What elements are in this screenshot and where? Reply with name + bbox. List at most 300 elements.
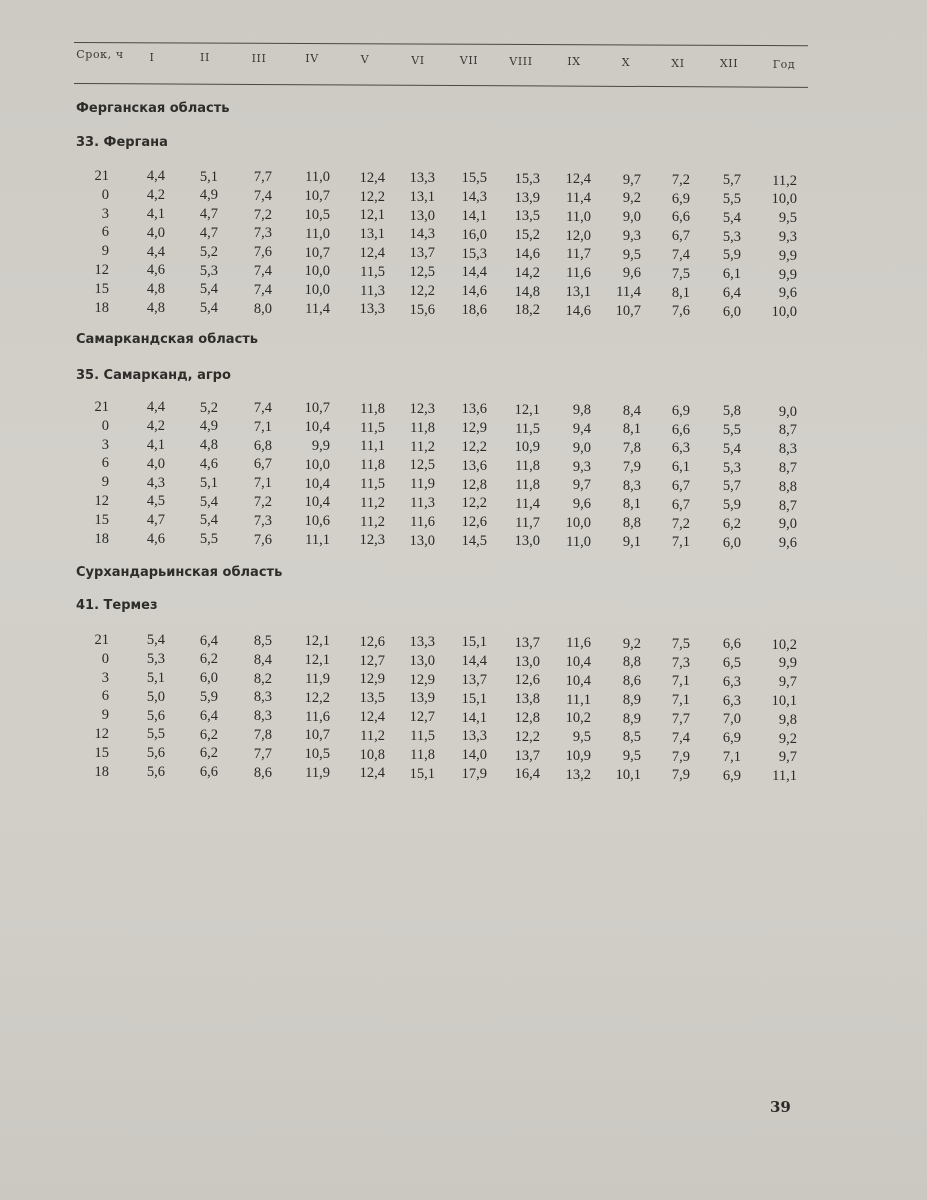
month-cell: 11,8 [410, 419, 435, 436]
year-cell: 9,8 [778, 711, 797, 728]
term-cell: 15 [94, 744, 109, 761]
header-col-13: Год [772, 57, 796, 71]
month-cell: 11,8 [360, 400, 385, 417]
month-cell: 14,5 [461, 533, 487, 550]
month-cell: 12,6 [359, 633, 385, 650]
month-cell: 5,5 [722, 190, 741, 207]
month-cell: 7,2 [253, 494, 272, 511]
station-table [0, 398, 927, 552]
month-cell: 4,9 [199, 418, 218, 435]
month-cell: 5,1 [199, 168, 218, 185]
month-cell: 14,1 [461, 208, 487, 225]
month-cell: 12,5 [409, 264, 435, 281]
month-cell: 14,6 [461, 283, 487, 300]
month-cell: 7,6 [671, 303, 690, 320]
month-cell: 4,4 [146, 399, 165, 416]
month-cell: 12,2 [304, 689, 330, 706]
month-cell: 12,8 [461, 476, 487, 493]
month-cell: 13,6 [461, 457, 487, 474]
month-cell: 13,0 [514, 533, 540, 550]
month-cell: 5,0 [146, 688, 165, 705]
month-cell: 9,2 [622, 635, 641, 652]
month-cell: 13,3 [409, 634, 435, 651]
month-cell: 5,6 [146, 763, 165, 780]
table-row [0, 650, 927, 672]
month-cell: 4,3 [146, 474, 165, 491]
table-row [0, 280, 927, 302]
month-cell: 11,6 [410, 513, 435, 530]
month-cell: 13,0 [514, 653, 540, 670]
month-cell: 9,6 [572, 496, 591, 513]
term-cell: 3 [101, 436, 109, 453]
month-cell: 13,6 [461, 401, 487, 418]
month-cell: 9,8 [572, 402, 591, 419]
month-cell: 12,7 [409, 709, 435, 726]
month-cell: 9,0 [572, 439, 591, 456]
month-cell: 4,6 [146, 530, 165, 547]
month-cell: 10,7 [615, 303, 641, 320]
month-cell: 17,9 [461, 766, 487, 783]
month-cell: 12,3 [409, 401, 435, 418]
month-cell: 6,8 [253, 437, 272, 454]
month-cell: 5,9 [722, 497, 741, 514]
month-cell: 7,9 [671, 748, 690, 765]
month-cell: 8,4 [253, 651, 272, 668]
month-cell: 11,1 [566, 691, 591, 708]
month-cell: 12,4 [359, 169, 385, 186]
month-cell: 9,3 [572, 458, 591, 475]
year-cell: 9,6 [778, 535, 797, 552]
month-cell: 12,6 [514, 672, 540, 689]
month-cell: 7,1 [671, 534, 690, 551]
month-cell: 8,5 [253, 633, 272, 650]
month-cell: 5,7 [722, 172, 741, 189]
month-cell: 5,3 [722, 459, 741, 476]
month-cell: 13,0 [409, 652, 435, 669]
month-cell: 8,1 [622, 421, 641, 438]
month-cell: 11,9 [305, 670, 330, 687]
month-cell: 5,5 [722, 421, 741, 438]
month-cell: 8,2 [253, 670, 272, 687]
header-col-10: X [621, 56, 631, 69]
table-row [0, 167, 927, 189]
month-cell: 15,2 [514, 227, 540, 244]
month-cell: 7,8 [622, 440, 641, 457]
month-cell: 14,6 [565, 302, 591, 319]
station-table [0, 167, 927, 321]
month-cell: 5,8 [722, 403, 741, 420]
term-cell: 18 [94, 763, 109, 780]
month-cell: 7,4 [253, 281, 272, 298]
month-cell: 6,6 [671, 421, 690, 438]
term-cell: 9 [101, 707, 109, 724]
month-cell: 10,0 [304, 263, 330, 280]
header-col-6: VI [411, 53, 425, 67]
month-cell: 5,3 [199, 262, 218, 279]
month-cell: 12,2 [359, 188, 385, 205]
month-cell: 10,2 [565, 710, 591, 727]
month-cell: 5,1 [146, 669, 165, 686]
term-cell: 12 [94, 725, 109, 742]
month-cell: 10,5 [304, 206, 330, 223]
month-cell: 11,7 [515, 514, 540, 531]
month-cell: 12,3 [359, 532, 385, 549]
station-heading: 35. Самарканд, агро [76, 368, 231, 383]
month-cell: 14,2 [514, 264, 540, 281]
month-cell: 14,8 [514, 283, 540, 300]
month-cell: 8,6 [253, 764, 272, 781]
header-term: Срок, ч [76, 48, 124, 61]
table-row [0, 763, 927, 785]
month-cell: 6,6 [722, 636, 741, 653]
table-row [0, 205, 927, 227]
year-cell: 10,1 [771, 692, 797, 709]
month-cell: 4,4 [146, 243, 165, 260]
month-cell: 7,1 [253, 475, 272, 492]
month-cell: 6,7 [671, 228, 690, 245]
month-cell: 6,7 [253, 456, 272, 473]
table-row [0, 530, 927, 552]
month-cell: 7,2 [671, 171, 690, 188]
month-cell: 9,7 [622, 171, 641, 188]
month-cell: 4,2 [146, 187, 165, 204]
month-cell: 13,9 [514, 189, 540, 206]
month-cell: 5,5 [146, 726, 165, 743]
year-cell: 9,5 [778, 210, 797, 227]
table-row [0, 436, 927, 458]
term-cell: 12 [94, 261, 109, 278]
table-header-rule [74, 83, 808, 88]
table-row [0, 299, 927, 321]
month-cell: 6,4 [722, 284, 741, 301]
table-top-rule [74, 42, 808, 46]
region-heading: Сурхандарьинская область [76, 565, 283, 580]
table-header [0, 48, 927, 72]
month-cell: 12,8 [514, 709, 540, 726]
month-cell: 15,1 [461, 634, 487, 651]
header-col-4: IV [305, 52, 319, 66]
month-cell: 13,7 [514, 634, 540, 651]
month-cell: 6,9 [722, 730, 741, 747]
station-heading: 33. Фергана [76, 135, 168, 150]
month-cell: 14,3 [461, 189, 487, 206]
month-cell: 6,4 [199, 707, 218, 724]
table-row [0, 511, 927, 533]
month-cell: 10,8 [359, 746, 385, 763]
month-cell: 14,1 [461, 709, 487, 726]
month-cell: 11,5 [360, 419, 385, 436]
month-cell: 6,6 [671, 209, 690, 226]
month-cell: 11,1 [305, 531, 330, 548]
month-cell: 12,9 [461, 420, 487, 437]
month-cell: 11,4 [566, 189, 591, 206]
table-row [0, 492, 927, 514]
month-cell: 15,6 [409, 301, 435, 318]
month-cell: 8,3 [253, 689, 272, 706]
month-cell: 15,3 [461, 245, 487, 262]
month-cell: 7,4 [671, 247, 690, 264]
month-cell: 5,4 [722, 209, 741, 226]
table-row [0, 706, 927, 728]
month-cell: 11,5 [410, 728, 435, 745]
month-cell: 13,3 [409, 170, 435, 187]
month-cell: 16,4 [514, 766, 540, 783]
table-row [0, 398, 927, 420]
month-cell: 13,8 [514, 691, 540, 708]
month-cell: 6,9 [671, 402, 690, 419]
month-cell: 13,7 [514, 747, 540, 764]
month-cell: 6,3 [671, 440, 690, 457]
month-cell: 6,9 [671, 190, 690, 207]
header-col-2: II [200, 51, 210, 65]
month-cell: 15,3 [514, 170, 540, 187]
term-cell: 12 [94, 492, 109, 509]
month-cell: 11,6 [566, 635, 591, 652]
month-cell: 5,4 [199, 493, 218, 510]
month-cell: 7,5 [671, 635, 690, 652]
month-cell: 4,8 [146, 281, 165, 298]
month-cell: 9,2 [622, 190, 641, 207]
month-cell: 11,3 [410, 495, 435, 512]
term-cell: 6 [101, 688, 109, 705]
year-cell: 9,0 [778, 403, 797, 420]
year-cell: 9,2 [778, 730, 797, 747]
month-cell: 11,2 [360, 494, 385, 511]
year-cell: 8,7 [778, 459, 797, 476]
month-cell: 5,6 [146, 707, 165, 724]
month-cell: 7,2 [253, 206, 272, 223]
month-cell: 10,4 [565, 672, 591, 689]
month-cell: 10,9 [565, 747, 591, 764]
year-cell: 10,0 [771, 304, 797, 321]
month-cell: 7,7 [671, 711, 690, 728]
month-cell: 4,0 [146, 224, 165, 241]
month-cell: 6,2 [199, 745, 218, 762]
year-cell: 8,7 [778, 422, 797, 439]
month-cell: 5,2 [199, 399, 218, 416]
month-cell: 9,3 [622, 227, 641, 244]
month-cell: 12,2 [461, 439, 487, 456]
region-heading: Самаркандская область [76, 332, 259, 347]
table-row [0, 473, 927, 495]
month-cell: 11,4 [616, 284, 641, 301]
month-cell: 12,4 [359, 708, 385, 725]
month-cell: 11,4 [515, 495, 540, 512]
month-cell: 7,2 [671, 515, 690, 532]
month-cell: 11,0 [566, 533, 591, 550]
month-cell: 6,0 [722, 534, 741, 551]
month-cell: 8,1 [622, 496, 641, 513]
header-col-12: XII [719, 57, 739, 71]
month-cell: 7,1 [253, 418, 272, 435]
month-cell: 7,1 [722, 748, 741, 765]
month-cell: 5,9 [199, 689, 218, 706]
month-cell: 12,1 [514, 401, 540, 418]
month-cell: 8,9 [622, 691, 641, 708]
month-cell: 11,0 [305, 169, 330, 186]
month-cell: 4,7 [199, 225, 218, 242]
month-cell: 11,0 [305, 225, 330, 242]
month-cell: 5,4 [199, 281, 218, 298]
term-cell: 9 [101, 243, 109, 260]
month-cell: 10,7 [304, 188, 330, 205]
table-row [0, 631, 927, 653]
month-cell: 8,6 [622, 673, 641, 690]
year-cell: 10,0 [771, 191, 797, 208]
month-cell: 12,1 [359, 207, 385, 224]
year-cell: 10,2 [771, 636, 797, 653]
month-cell: 7,6 [253, 531, 272, 548]
month-cell: 12,4 [565, 171, 591, 188]
month-cell: 11,5 [515, 420, 540, 437]
month-cell: 12,2 [514, 728, 540, 745]
month-cell: 5,2 [199, 243, 218, 260]
month-cell: 5,5 [199, 531, 218, 548]
month-cell: 10,0 [304, 456, 330, 473]
month-cell: 5,7 [722, 478, 741, 495]
term-cell: 15 [94, 280, 109, 297]
month-cell: 12,9 [409, 671, 435, 688]
month-cell: 11,5 [360, 263, 385, 280]
table-row [0, 223, 927, 245]
month-cell: 14,6 [514, 245, 540, 262]
month-cell: 7,4 [671, 729, 690, 746]
year-cell: 11,1 [772, 768, 797, 785]
month-cell: 11,2 [410, 438, 435, 455]
month-cell: 6,3 [722, 673, 741, 690]
month-cell: 12,5 [409, 457, 435, 474]
year-cell: 8,3 [778, 441, 797, 458]
month-cell: 12,7 [359, 652, 385, 669]
month-cell: 11,2 [360, 727, 385, 744]
month-cell: 10,7 [304, 244, 330, 261]
month-cell: 14,4 [461, 653, 487, 670]
table-row [0, 417, 927, 439]
month-cell: 6,9 [722, 767, 741, 784]
month-cell: 13,3 [461, 728, 487, 745]
month-cell: 4,9 [199, 187, 218, 204]
header-col-1: I [149, 50, 155, 64]
month-cell: 12,2 [409, 282, 435, 299]
page-number: 39 [770, 1098, 791, 1116]
month-cell: 15,1 [461, 690, 487, 707]
month-cell: 5,3 [722, 228, 741, 245]
table-row [0, 744, 927, 766]
month-cell: 12,1 [304, 652, 330, 669]
month-cell: 7,3 [671, 654, 690, 671]
month-cell: 11,8 [515, 458, 540, 475]
month-cell: 7,9 [622, 458, 641, 475]
month-cell: 11,3 [360, 282, 385, 299]
region-heading: Ферганская область [76, 101, 230, 116]
month-cell: 8,4 [622, 402, 641, 419]
station-heading: 41. Термез [76, 598, 158, 613]
month-cell: 11,9 [305, 764, 330, 781]
month-cell: 10,4 [304, 419, 330, 436]
month-cell: 11,8 [410, 746, 435, 763]
month-cell: 4,8 [199, 437, 218, 454]
month-cell: 5,4 [199, 512, 218, 529]
table-row [0, 186, 927, 208]
month-cell: 6,0 [199, 670, 218, 687]
month-cell: 18,6 [461, 302, 487, 319]
term-cell: 3 [101, 669, 109, 686]
month-cell: 5,4 [722, 440, 741, 457]
month-cell: 9,5 [622, 246, 641, 263]
month-cell: 13,0 [409, 532, 435, 549]
year-cell: 9,0 [778, 516, 797, 533]
month-cell: 10,5 [304, 746, 330, 763]
month-cell: 11,2 [360, 513, 385, 530]
month-cell: 6,2 [199, 726, 218, 743]
month-cell: 4,1 [146, 436, 165, 453]
year-cell: 8,7 [778, 497, 797, 514]
year-cell: 9,9 [778, 655, 797, 672]
month-cell: 9,5 [572, 729, 591, 746]
month-cell: 12,2 [461, 495, 487, 512]
month-cell: 13,7 [409, 245, 435, 262]
month-cell: 7,8 [253, 727, 272, 744]
year-cell: 9,7 [778, 749, 797, 766]
month-cell: 11,6 [566, 265, 591, 282]
month-cell: 10,0 [565, 514, 591, 531]
month-cell: 6,3 [722, 692, 741, 709]
month-cell: 9,0 [622, 209, 641, 226]
month-cell: 13,3 [359, 301, 385, 318]
month-cell: 11,9 [410, 476, 435, 493]
month-cell: 13,7 [461, 672, 487, 689]
month-cell: 11,1 [360, 438, 385, 455]
month-cell: 4,0 [146, 455, 165, 472]
month-cell: 5,6 [146, 745, 165, 762]
table-row [0, 454, 927, 476]
month-cell: 11,4 [305, 300, 330, 317]
header-col-11: XI [671, 56, 685, 70]
month-cell: 11,6 [305, 708, 330, 725]
month-cell: 9,9 [311, 437, 330, 454]
month-cell: 12,4 [359, 765, 385, 782]
month-cell: 9,7 [572, 477, 591, 494]
month-cell: 12,4 [359, 244, 385, 261]
month-cell: 7,6 [253, 244, 272, 261]
month-cell: 13,1 [565, 283, 591, 300]
month-cell: 11,8 [360, 457, 385, 474]
month-cell: 8,0 [253, 300, 272, 317]
month-cell: 5,4 [199, 300, 218, 317]
month-cell: 15,5 [461, 170, 487, 187]
month-cell: 12,9 [359, 671, 385, 688]
month-cell: 14,4 [461, 264, 487, 281]
month-cell: 7,3 [253, 512, 272, 529]
month-cell: 6,2 [722, 515, 741, 532]
year-cell: 9,9 [778, 247, 797, 264]
month-cell: 4,8 [146, 299, 165, 316]
month-cell: 11,8 [515, 476, 540, 493]
month-cell: 8,5 [622, 729, 641, 746]
month-cell: 6,4 [199, 632, 218, 649]
term-cell: 18 [94, 299, 109, 316]
month-cell: 4,5 [146, 493, 165, 510]
term-cell: 15 [94, 511, 109, 528]
month-cell: 11,0 [566, 208, 591, 225]
term-cell: 6 [101, 224, 109, 241]
term-cell: 21 [94, 168, 109, 184]
month-cell: 12,6 [461, 514, 487, 531]
term-cell: 0 [101, 417, 109, 434]
month-cell: 13,5 [514, 208, 540, 225]
term-cell: 3 [101, 205, 109, 222]
month-cell: 4,1 [146, 205, 165, 222]
